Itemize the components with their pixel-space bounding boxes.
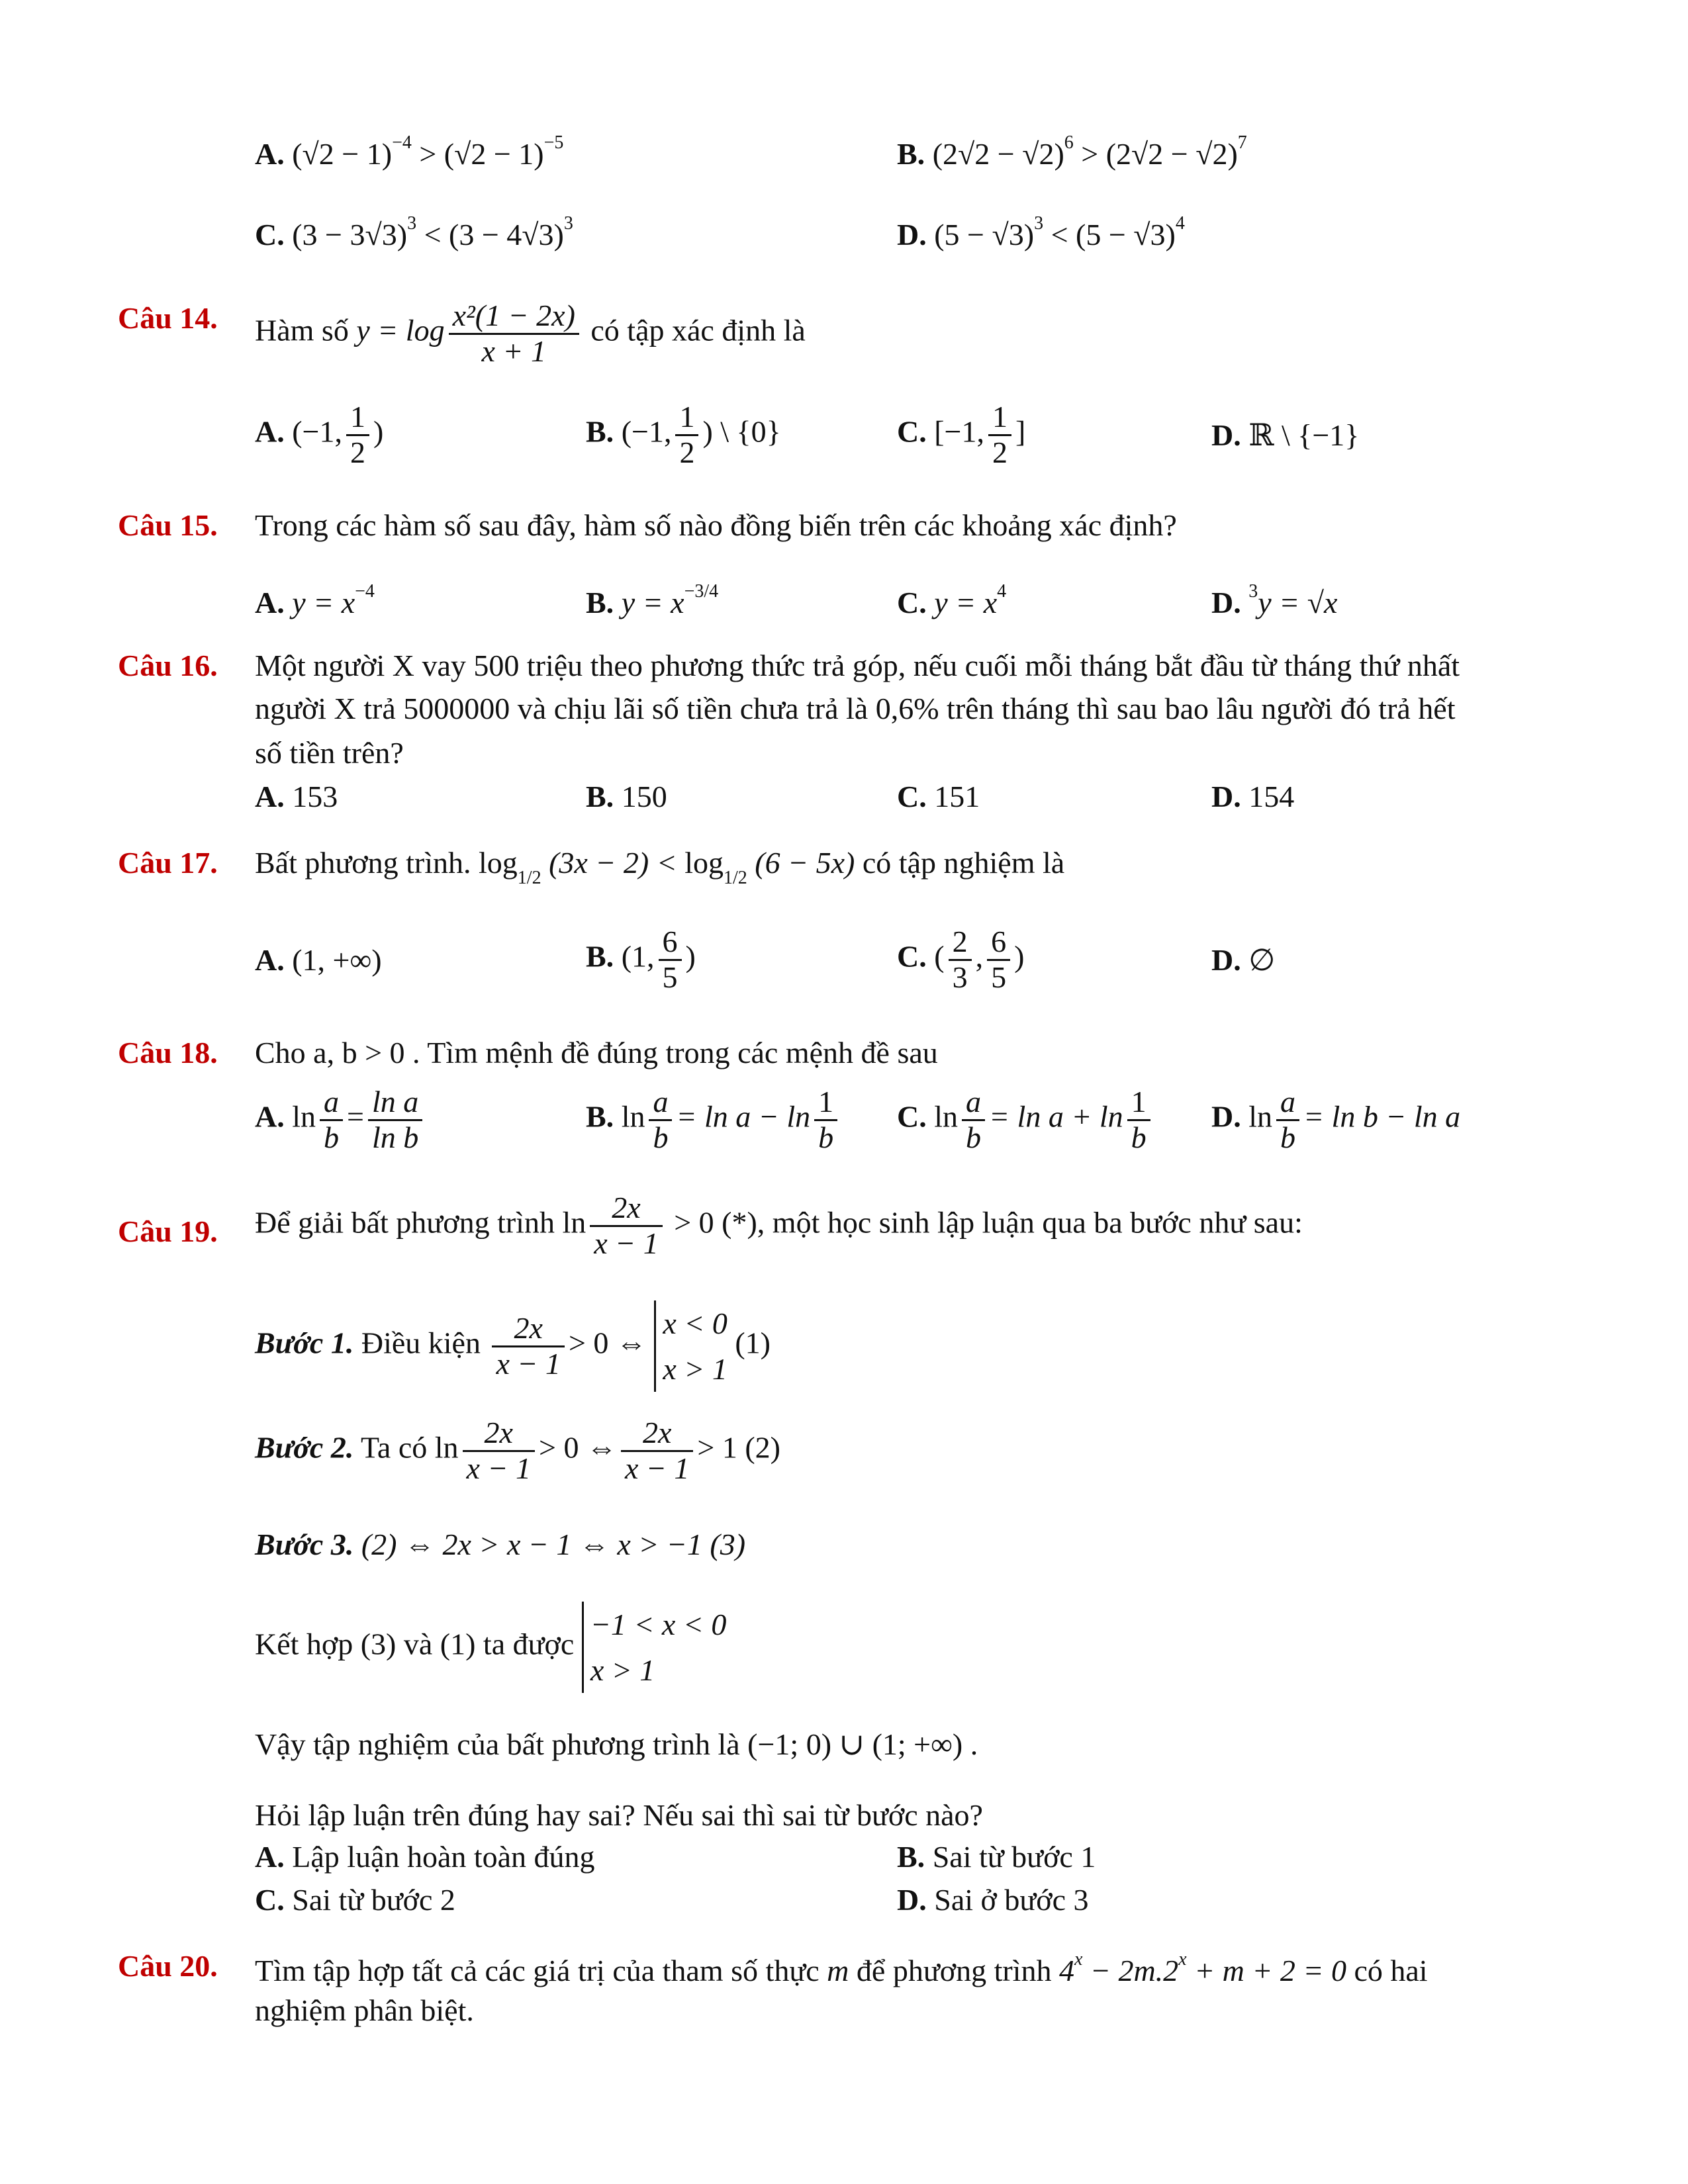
q13-b-label: B. <box>897 137 925 171</box>
q19-step2-num2: 2x <box>621 1416 693 1452</box>
q18-a-rfrac <box>368 1085 422 1154</box>
q19-option-b[interactable] <box>897 1840 1096 1875</box>
q15-option-a[interactable] <box>255 581 375 621</box>
q16-d-text: 154 <box>1248 780 1295 813</box>
q17-question <box>255 846 1064 889</box>
q16-label: Câu 16. <box>118 649 218 682</box>
q14-fraction <box>449 299 579 368</box>
q13-option-c[interactable] <box>255 213 573 253</box>
q13-b-exp1: 6 <box>1064 132 1074 153</box>
q18-b-mid: = ln a − ln <box>676 1099 811 1134</box>
q18-b-rfrac <box>814 1085 837 1154</box>
q15-b-base: y = x <box>621 586 684 619</box>
q14-d-label: D. <box>1211 418 1241 452</box>
q19-label: Câu 19. <box>118 1214 218 1248</box>
q17-b-num: 6 <box>659 925 682 961</box>
q18-d-mid: = ln b − ln a <box>1303 1099 1461 1134</box>
q17-log1: log <box>479 846 518 880</box>
q19-text-before: Để giải bất phương trình <box>255 1205 555 1240</box>
q18-option-d[interactable] <box>1211 1085 1460 1154</box>
q15-a-base: y = x <box>292 586 355 619</box>
q19-step3 <box>255 1527 745 1563</box>
q19-step1-num: 2x <box>492 1312 564 1347</box>
q18-b-label: B. <box>586 1099 614 1134</box>
q13-d-mid: < (5 − √3) <box>1043 218 1176 251</box>
q18-a-rden: ln b <box>371 1120 419 1154</box>
q18-label: Câu 18. <box>118 1036 218 1069</box>
q13-b-exp2: 7 <box>1237 132 1247 153</box>
q19-a-text: Lập luận hoàn toàn đúng <box>292 1840 595 1874</box>
q19-step1-label: Bước 1. <box>255 1326 354 1360</box>
q14-a-frac <box>346 400 369 469</box>
q14-d-text: ℝ \ {−1} <box>1248 418 1360 452</box>
q18-c-rfrac <box>1127 1085 1150 1154</box>
q13-b-expr: (2√2 − √2) <box>932 137 1064 171</box>
q16-option-d[interactable] <box>1211 780 1294 815</box>
q19-step2-mid: > 0 ⇔ <box>539 1430 617 1465</box>
q17-a-text: (1, +∞) <box>292 943 382 977</box>
q19-combine-case1: −1 < x < 0 <box>590 1608 727 1641</box>
q17-text-after: có tập nghiệm là <box>862 846 1065 880</box>
q16-option-a[interactable] <box>255 780 338 815</box>
q19-ln: ln <box>562 1205 586 1240</box>
q14-frac-den: x + 1 <box>481 334 546 368</box>
q18-d-label: D. <box>1211 1099 1241 1134</box>
q19-step2-frac2 <box>621 1416 693 1485</box>
q17-arg1: (3x − 2) < <box>549 846 677 880</box>
q14-b-frac <box>675 400 698 469</box>
q16-d-label: D. <box>1211 780 1241 813</box>
q19-step2-frac <box>463 1416 535 1485</box>
q16-c-text: 151 <box>934 780 980 813</box>
q14-option-c[interactable] <box>897 400 1025 469</box>
q14-text-before: Hàm số <box>255 313 349 347</box>
q14-a-label: A. <box>255 414 285 449</box>
q14-b-right: ) \ {0} <box>702 414 781 449</box>
q19-combine-case2: x > 1 <box>590 1653 655 1687</box>
q20-label: Câu 20. <box>118 1949 218 1983</box>
q18-a-eq: = <box>347 1099 364 1134</box>
q14-text-after: có tập xác định là <box>590 313 806 347</box>
q18-d-num: a <box>1276 1085 1299 1121</box>
q19-combine <box>255 1602 726 1693</box>
q16-line1: Một người X vay 500 triệu theo phương thức trả góp, nếu cuối mỗi tháng bắt đầu từ tháng thứ nhất <box>255 649 1460 682</box>
q20-eq-4: 4 <box>1058 1954 1074 1987</box>
q15-stem <box>118 508 1177 543</box>
q20-param: m <box>827 1954 849 1987</box>
q13-a-expr: (√2 − 1) <box>292 137 393 171</box>
q17-d-label: D. <box>1211 943 1241 977</box>
q17-option-c[interactable] <box>897 925 1024 994</box>
q17-base2: 1/2 <box>724 868 747 888</box>
q19-combine-text: Kết hợp (3) và (1) ta được <box>255 1627 575 1661</box>
q19-b-text: Sai từ bước 1 <box>932 1840 1096 1874</box>
q15-d-root-index: 3 <box>1248 581 1258 602</box>
q17-arg2: (6 − 5x) <box>755 846 855 880</box>
q19-option-d[interactable] <box>897 1883 1089 1918</box>
q17-c-mid: , <box>975 939 984 974</box>
q17-option-d[interactable] <box>1211 943 1275 978</box>
q17-c-right: ) <box>1014 939 1025 974</box>
q14-label: Câu 14. <box>118 301 218 335</box>
q17-option-a[interactable] <box>255 943 382 978</box>
q18-a-rnum: ln a <box>368 1085 422 1121</box>
q15-c-base: y = x <box>934 586 998 619</box>
q18-option-a[interactable] <box>255 1085 426 1154</box>
q18-option-c[interactable] <box>897 1085 1154 1154</box>
q19-step2-den2: x − 1 <box>624 1451 690 1485</box>
q17-c-frac2 <box>987 925 1010 994</box>
q16-option-b[interactable] <box>586 780 667 815</box>
q19-step3-text: (2) ⇔ 2x > x − 1 ⇔ x > −1 (3) <box>361 1527 746 1561</box>
q17-a-label: A. <box>255 943 285 977</box>
q14-option-d[interactable] <box>1211 418 1359 453</box>
q19-conclusion: Vậy tập nghiệm của bất phương trình là (−1; 0) ∪ (1; +∞) . <box>255 1727 978 1761</box>
q19-text-after: > 0 (*), một học sinh lập luận qua ba bước như sau: <box>674 1205 1303 1240</box>
q18-c-mid: = ln a + ln <box>989 1099 1123 1134</box>
q17-b-left: (1, <box>621 939 655 974</box>
q17-log2: log <box>684 846 724 880</box>
q19-stem <box>118 1214 218 1250</box>
q18-d-frac <box>1276 1085 1299 1154</box>
q17-c-frac1 <box>949 925 972 994</box>
q18-c-rden: b <box>1131 1120 1147 1154</box>
q17-stem <box>118 846 218 881</box>
q13-b-mid: > (2√2 − √2) <box>1073 137 1238 171</box>
q17-b-frac <box>659 925 682 994</box>
q17-c-left: ( <box>934 939 945 974</box>
q20-eq-end: + m + 2 = 0 <box>1186 1954 1346 1987</box>
q20-eq-mid: − 2m.2 <box>1082 1954 1179 1987</box>
q14-option-a[interactable] <box>255 400 383 469</box>
q14-a-left: (−1, <box>292 414 342 449</box>
q17-d-text: ∅ <box>1248 943 1276 977</box>
q13-a-exp2: −5 <box>543 132 564 153</box>
q19-frac-num: 2x <box>590 1191 662 1227</box>
q14-func-lhs: y = log <box>356 313 445 347</box>
q16-stem <box>118 649 218 684</box>
q14-option-b[interactable] <box>586 400 781 469</box>
q17-option-b[interactable] <box>586 925 696 994</box>
q18-c-num: a <box>962 1085 985 1121</box>
q13-c-exp2: 3 <box>563 213 573 234</box>
q18-b-rden: b <box>818 1120 834 1154</box>
q19-step1-cases <box>654 1300 727 1392</box>
q16-c-label: C. <box>897 780 927 813</box>
q19-c-text: Sai từ bước 2 <box>292 1883 455 1917</box>
q18-stem <box>118 1036 938 1071</box>
q14-a-num: 1 <box>346 400 369 436</box>
q15-option-d[interactable] <box>1211 581 1337 621</box>
q15-c-exp: 4 <box>997 581 1007 602</box>
q15-c-label: C. <box>897 586 927 619</box>
q14-stem <box>118 301 218 336</box>
q14-b-num: 1 <box>675 400 698 436</box>
q15-option-b[interactable] <box>586 581 718 621</box>
q19-option-a[interactable] <box>255 1840 595 1875</box>
q20-line1-mid: để phương trình <box>856 1954 1052 1987</box>
q19-option-c[interactable] <box>255 1883 455 1918</box>
q18-b-num: a <box>649 1085 672 1121</box>
q17-c-den1: 3 <box>952 960 968 994</box>
q13-c-mid: < (3 − 4√3) <box>416 218 564 251</box>
q15-b-exp: −3/4 <box>684 581 719 602</box>
q15-d-text: y = √x <box>1258 586 1338 619</box>
q13-a-exp1: −4 <box>392 132 412 153</box>
q20-eq-x2: x <box>1178 1949 1187 1970</box>
q13-d-label: D. <box>897 218 927 251</box>
q14-b-left: (−1, <box>621 414 672 449</box>
q18-b-rnum: 1 <box>814 1085 837 1121</box>
q19-step1-case1: x < 0 <box>663 1306 727 1340</box>
q14-c-right: ] <box>1015 414 1026 449</box>
q17-base1: 1/2 <box>517 868 541 888</box>
q13-c-exp1: 3 <box>407 213 417 234</box>
q17-b-den: 5 <box>662 960 678 994</box>
q18-a-ln: ln <box>292 1099 316 1134</box>
q19-fraction <box>590 1191 662 1260</box>
q18-option-b[interactable] <box>586 1085 841 1154</box>
q13-c-label: C. <box>255 218 285 251</box>
q18-text: Cho a, b > 0 . Tìm mệnh đề đúng trong các mệnh đề sau <box>255 1036 938 1069</box>
q13-option-a[interactable] <box>255 132 563 172</box>
q18-a-label: A. <box>255 1099 285 1134</box>
q14-a-den: 2 <box>350 435 365 469</box>
q14-a-right: ) <box>373 414 384 449</box>
q19-d-text: Sai ở bước 3 <box>934 1883 1089 1917</box>
q17-c-den2: 5 <box>991 960 1007 994</box>
q16-option-c[interactable] <box>897 780 980 815</box>
q19-combine-cases <box>582 1602 727 1693</box>
q18-b-ln: ln <box>621 1099 645 1134</box>
q15-a-exp: −4 <box>355 581 375 602</box>
q20-line2: nghiệm phân biệt. <box>255 1993 474 2027</box>
q18-c-rnum: 1 <box>1127 1085 1150 1121</box>
q13-option-b[interactable] <box>897 132 1247 172</box>
q15-label: Câu 15. <box>118 508 218 542</box>
q15-text: Trong các hàm số sau đây, hàm số nào đồng biến trên các khoảng xác định? <box>255 508 1177 542</box>
q14-c-frac <box>988 400 1011 469</box>
q13-d-exp1: 3 <box>1034 213 1044 234</box>
q19-step2 <box>255 1416 780 1485</box>
q19-question-text: Hỏi lập luận trên đúng hay sai? Nếu sai thì sai từ bước nào? <box>255 1798 983 1832</box>
q20-equation <box>1058 1949 1346 1987</box>
q18-a-num: a <box>320 1085 343 1121</box>
q13-d-exp2: 4 <box>1175 213 1185 234</box>
q16-a-label: A. <box>255 780 285 813</box>
q19-step1-tag: (1) <box>735 1326 771 1360</box>
q18-c-ln: ln <box>934 1099 959 1134</box>
q13-c-expr: (3 − 3√3) <box>292 218 408 251</box>
q15-a-label: A. <box>255 586 285 619</box>
q19-step2-den: x − 1 <box>466 1451 531 1485</box>
q19-step1-frac <box>492 1312 564 1381</box>
q19-step1 <box>255 1300 771 1392</box>
q16-b-text: 150 <box>621 780 667 813</box>
q17-c-num2: 6 <box>987 925 1010 961</box>
q19-c-label: C. <box>255 1883 285 1917</box>
q19-step1-case2: x > 1 <box>663 1352 727 1386</box>
q18-a-den: b <box>324 1120 340 1154</box>
q19-frac-den: x − 1 <box>594 1226 659 1260</box>
q16-a-text: 153 <box>292 780 338 813</box>
q18-b-den: b <box>653 1120 669 1154</box>
q19-step3-label: Bước 3. <box>255 1527 354 1561</box>
q17-text-before: Bất phương trình. <box>255 846 471 880</box>
q19-a-label: A. <box>255 1840 285 1874</box>
q14-c-num: 1 <box>988 400 1011 436</box>
q19-step2-num: 2x <box>463 1416 535 1452</box>
q19-step2-label: Bước 2. <box>255 1430 354 1465</box>
q20-line1-before: Tìm tập hợp tất cả các giá trị của tham số thực <box>255 1954 820 1987</box>
q16-b-label: B. <box>586 780 614 813</box>
q13-a-label: A. <box>255 137 285 171</box>
q18-d-ln: ln <box>1248 1099 1273 1134</box>
q15-option-c[interactable] <box>897 581 1006 621</box>
q14-c-label: C. <box>897 414 927 449</box>
q19-step2-text: Ta có ln <box>361 1430 459 1465</box>
q18-c-label: C. <box>897 1099 927 1134</box>
q18-c-frac <box>962 1085 985 1154</box>
q14-b-den: 2 <box>679 435 695 469</box>
q19-step2-tail: > 1 (2) <box>697 1430 781 1465</box>
q18-d-den: b <box>1280 1120 1296 1154</box>
q19-d-label: D. <box>897 1883 927 1917</box>
q16-line3: số tiền trên? <box>255 736 404 770</box>
q13-option-d[interactable] <box>897 213 1185 253</box>
q18-c-den: b <box>966 1120 982 1154</box>
q20-stem <box>118 1949 218 1984</box>
q19-step1-den: x − 1 <box>496 1346 561 1381</box>
q17-c-num1: 2 <box>949 925 972 961</box>
q14-question <box>255 299 806 368</box>
q19-step1-text: Điều kiện <box>361 1326 481 1360</box>
q17-b-right: ) <box>685 939 696 974</box>
q17-c-label: C. <box>897 939 927 974</box>
q14-c-den: 2 <box>992 435 1008 469</box>
q17-b-label: B. <box>586 939 614 974</box>
q15-d-label: D. <box>1211 586 1241 619</box>
q14-c-left: [−1, <box>934 414 984 449</box>
q18-a-frac <box>320 1085 343 1154</box>
q19-question <box>255 1191 1303 1260</box>
q17-label: Câu 17. <box>118 846 218 880</box>
q13-a-mid: > (√2 − 1) <box>411 137 544 171</box>
q20-line1 <box>255 1949 1428 1989</box>
q14-b-label: B. <box>586 414 614 449</box>
q20-eq-x1: x <box>1074 1949 1083 1970</box>
q19-b-label: B. <box>897 1840 925 1874</box>
q19-step1-mid: > 0 ⇔ <box>568 1326 647 1360</box>
q15-b-label: B. <box>586 586 614 619</box>
q13-d-expr: (5 − √3) <box>934 218 1035 251</box>
q16-line2: người X trả 5000000 và chịu lãi số tiền chưa trả là 0,6% trên tháng thì sau bao lâu người đó trả hết <box>255 692 1456 725</box>
q18-b-frac <box>649 1085 672 1154</box>
q20-line1-after: có hai <box>1354 1954 1428 1987</box>
q14-frac-num: x²(1 − 2x) <box>449 299 579 335</box>
